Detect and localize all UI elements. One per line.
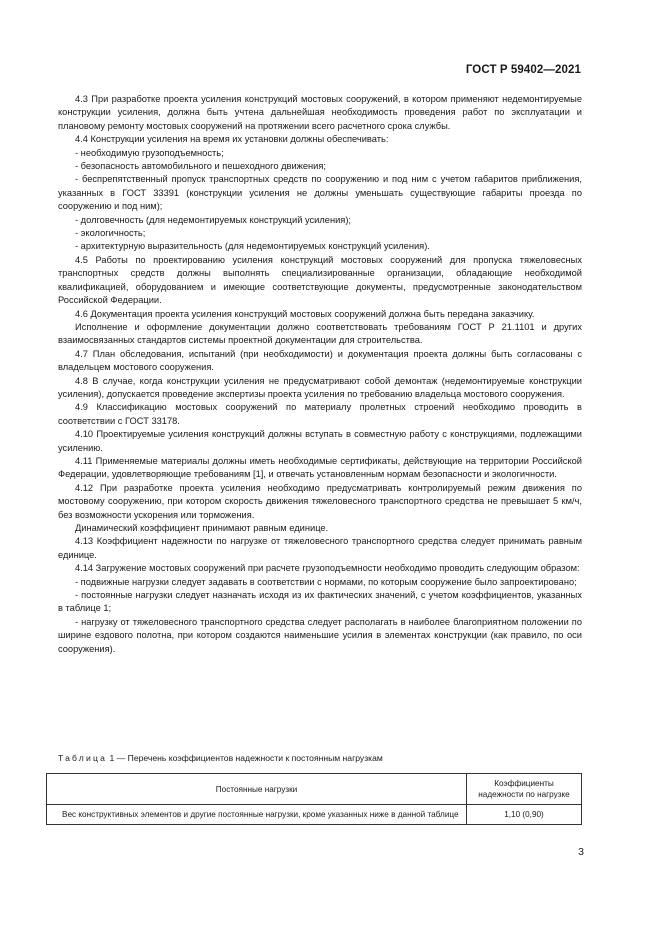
paragraph: 4.6 Документация проекта усиления конструкций мостовых сооружений должна быть передана заказчику. (75, 308, 535, 319)
paragraph: 4.7 План обследования, испытаний (при необходимости) и документация проекта должны быть согласованы с владельцем мостового сооружения. (58, 348, 582, 373)
paragraph: 4.11 Применяемые материалы должны иметь необходимые сертификаты, действующие на территории Российской Федерации, удовлетворяющие требованиям [1], и отвечать установленным нормам безопасности и экологичности. (58, 455, 582, 480)
list-item: - подвижные нагрузки следует задавать в соответствии с нормами, по которым сооружение было запроектировано; (75, 576, 577, 587)
paragraph: 4.13 Коэффициент надежности по нагрузке от тяжеловесного транспортного средства следует принимать равным единице. (58, 536, 582, 560)
list-item: - архитектурную выразительность (для недемонтируемых конструкций усиления). (75, 241, 430, 252)
paragraph: 4.8 В случае, когда конструкции усиления не предусматривают собой демонтаж (недемонтируемые конструкции усиления), допускается проведение экспертизы проекта усиления по требованию владельца мостового сооружения. (58, 375, 582, 399)
table-cell-coefficient: 1,10 (0,90) (467, 805, 582, 825)
paragraph: 4.12 При разработке проекта усиления необходимо предусматривать контролируемый режим движения по мостовому сооружению, при котором скорость движения тяжеловесного транспортного средства не превышает 5 км/ч, без возможности ускорения или торможения. (58, 482, 582, 520)
table-caption (58, 752, 582, 764)
document-header: ГОСТ Р 59402—2021 (465, 64, 581, 76)
paragraph: 4.14 Загружение мостовых сооружений при расчете грузоподъемности необходимо проводить следующим образом: (75, 563, 580, 574)
table-caption-text: 1 — Перечень коэффициентов надежности к постоянным нагрузкам (109, 753, 383, 763)
list-item: - постоянные нагрузки следует назначать исходя из их фактических значений, с учетом коэффициентов, указанных в таблице 1; (58, 590, 582, 614)
list-item: - беспрепятственный пропуск транспортных средств по сооружению и под ним с учетом габаритов приближения, указанных в ГОСТ 33391 (конструкции усиления не должны уменьшать существующие габариты проезда по сооружению и под ним); (58, 174, 582, 212)
paragraph: 4.4 Конструкции усиления на время их установки должны обеспечивать: (75, 134, 389, 145)
document-body (58, 93, 582, 656)
paragraph: 4.3 При разработке проекта усиления конструкций мостовых сооружений, в котором применяют недемонтируемые конструкции усиления, должна быть учтена дальнейшая необходимость проведения работ по эксплуатации и плановому ремонту мостовых сооружений на протяжении всего расчетного срока службы. (58, 94, 582, 131)
table-row (47, 805, 582, 825)
list-item: - экологичность; (75, 228, 146, 239)
page-number: 3 (578, 846, 584, 858)
paragraph: Динамический коэффициент принимают равным единице. (75, 523, 329, 533)
table-cell-load: Вес конструктивных элементов и другие постоянные нагрузки, кроме указанных ниже в данной таблице (47, 805, 467, 825)
table-caption-lead: Таблица (58, 753, 108, 763)
paragraph: 4.5 Работы по проектированию усиления конструкций мостовых сооружений для пропуска тяжеловесных транспортных средств должны выполнять специализированные организации, обладающие необходимой квалификацией, оборудованием и имеющие соответствующие документы, предусмотренные законодательством Российской Федерации. (58, 254, 582, 306)
list-item: - долговечность (для недемонтируемых конструкций усиления); (75, 214, 352, 225)
column-header-loads: Постоянные нагрузки (47, 774, 467, 805)
table-header-row (47, 774, 582, 805)
list-item: - нагрузку от тяжеловесного транспортного средства следует располагать в наиболее благоприятном положении по ширине ездового полотна, при котором создаются наименьшие усилия в элементах конструкции (как правило, по оси сооружения). (58, 616, 582, 654)
column-header-coefficients: Коэффициенты надежности по нагрузке (467, 774, 582, 805)
paragraph: 4.10 Проектируемые усиления конструкций должны вступать в совместную работу с конструкциями, подлежащими усилению. (58, 429, 582, 453)
list-item: - безопасность автомобильного и пешеходного движения; (75, 161, 326, 172)
coefficients-table (46, 773, 582, 825)
paragraph: Исполнение и оформление документации должно соответствовать требованиям ГОСТ Р 21.1101 и других взаимосвязанных стандартов системы проектной документации для строительства. (58, 321, 582, 346)
paragraph: 4.9 Классификацию мостовых сооружений по материалу пролетных строений необходимо проводить в соответствии с ГОСТ 33178. (58, 402, 582, 426)
list-item: - необходимую грузоподъемность; (75, 147, 224, 158)
